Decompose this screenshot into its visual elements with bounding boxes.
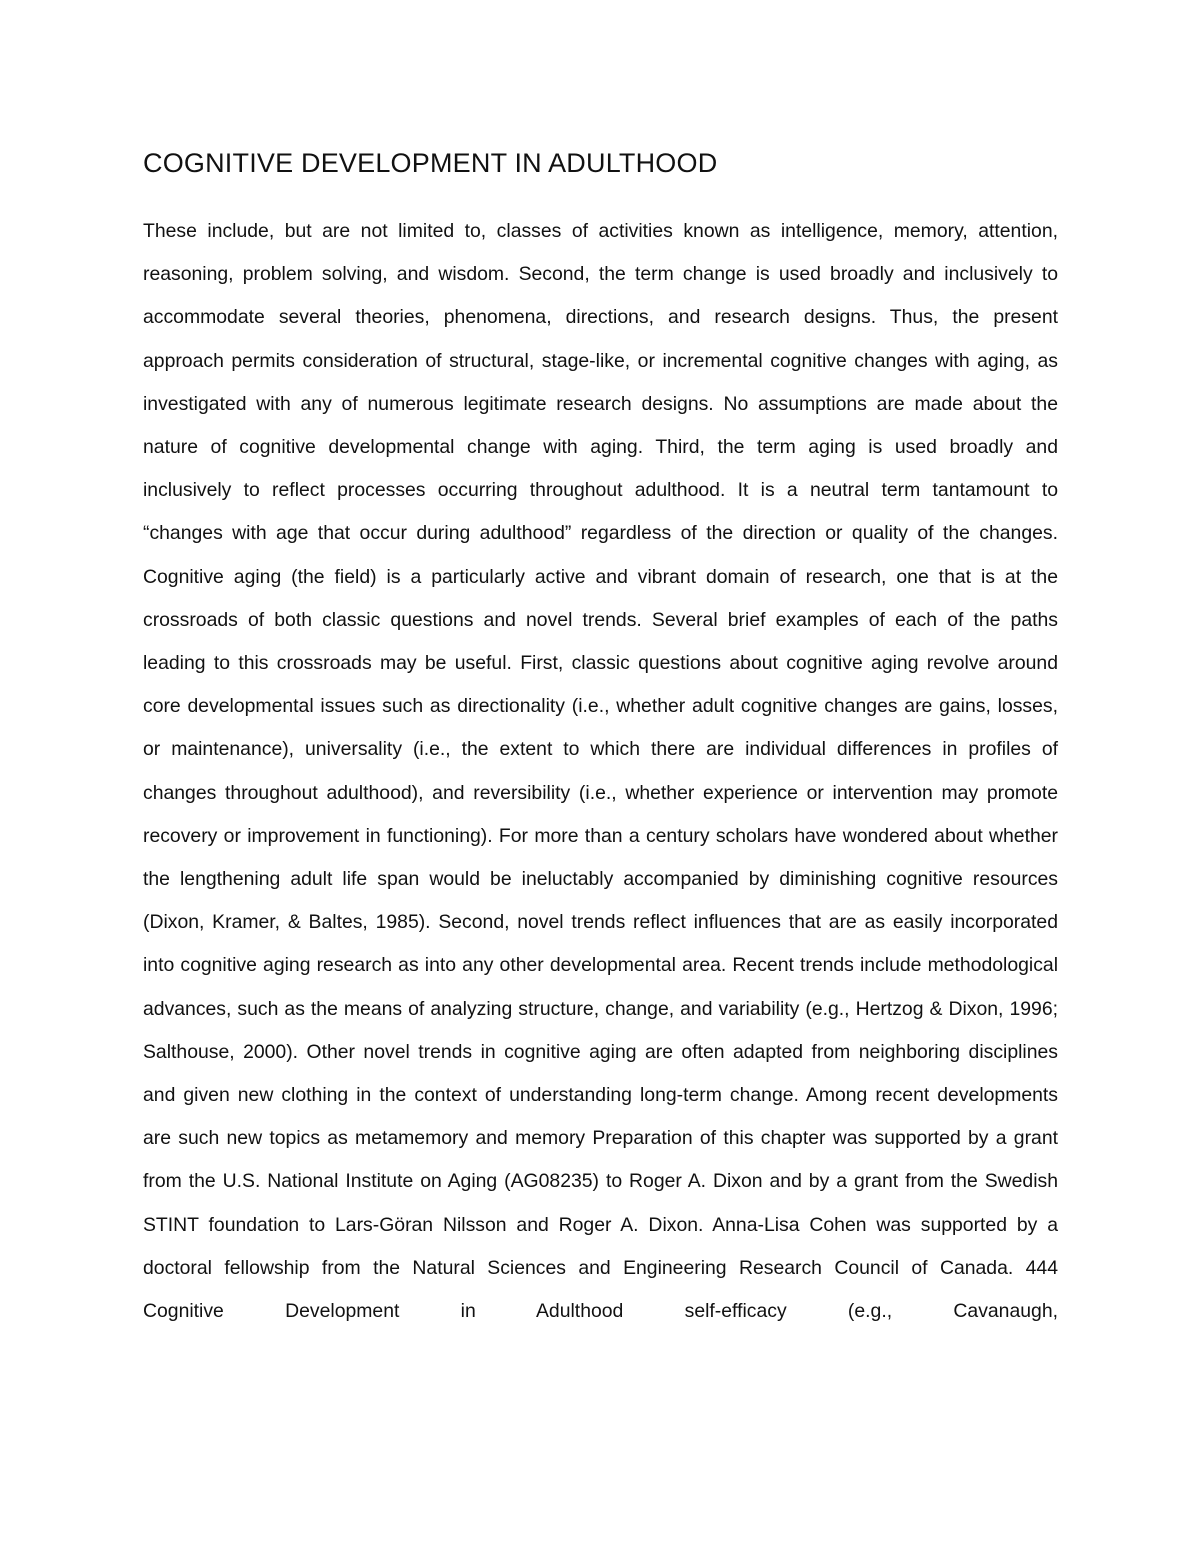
- page-content: [143, 140, 1058, 1333]
- document-title: COGNITIVE DEVELOPMENT IN ADULTHOOD: [143, 148, 718, 178]
- body-paragraph: These include, but are not limited to, classes of activities known as intelligence, memory, attention, reasoning, problem solving, and wisdom. Second, the term change is used broadly and inclusively to accommodate several theories, phenomena, directions, and research designs. Thus, the present approach permits consideration of structural, stage-like, or incremental cognitive changes with aging, as investigated with any of numerous legitimate research designs. No assumptions are made about the nature of cognitive developmental change with aging. Third, the term aging is used broadly and inclusively to reflect processes occurring throughout adulthood. It is a neutral term tantamount to “changes with age that occur during adulthood” regardless of the direction or quality of the changes. Cognitive aging (the field) is a particularly active and vibrant domain of research, one that is at the crossroads of both classic questions and novel trends. Several brief examples of each of the paths leading to this crossroads may be useful. First, classic questions about cognitive aging revolve around core developmental issues such as directionality (i.e., whether adult cognitive changes are gains, losses, or maintenance), universality (i.e., the extent to which there are individual differences in profiles of changes throughout adulthood), and reversibility (i.e., whether experience or intervention may promote recovery or improvement in functioning). For more than a century scholars have wondered about whether the lengthening adult life span would be ineluctably accompanied by diminishing cognitive resources (Dixon, Kramer, & Baltes, 1985). Second, novel trends reflect influences that are as easily incorporated into cognitive aging research as into any other developmental area. Recent trends include methodological advances, such as the means of analyzing structure, change, and variability (e.g., Hertzog & Dixon, 1996; Salthouse, 2000). Other novel trends in cognitive aging are often adapted from neighboring disciplines and given new clothing in the context of understanding long-term change. Among recent developments are such new topics as metamemory and memory Preparation of this chapter was supported by a grant from the U.S. National Institute on Aging (AG08235) to Roger A. Dixon and by a grant from the Swedish STINT foundation to Lars-Göran Nilsson and Roger A. Dixon. Anna-Lisa Cohen was supported by a doctoral fellowship from the Natural Sciences and Engineering Research Council of Canada. 444 Cognitive Development in Adulthood self-efficacy (e.g., Cavanaugh,: [143, 220, 1058, 1323]
